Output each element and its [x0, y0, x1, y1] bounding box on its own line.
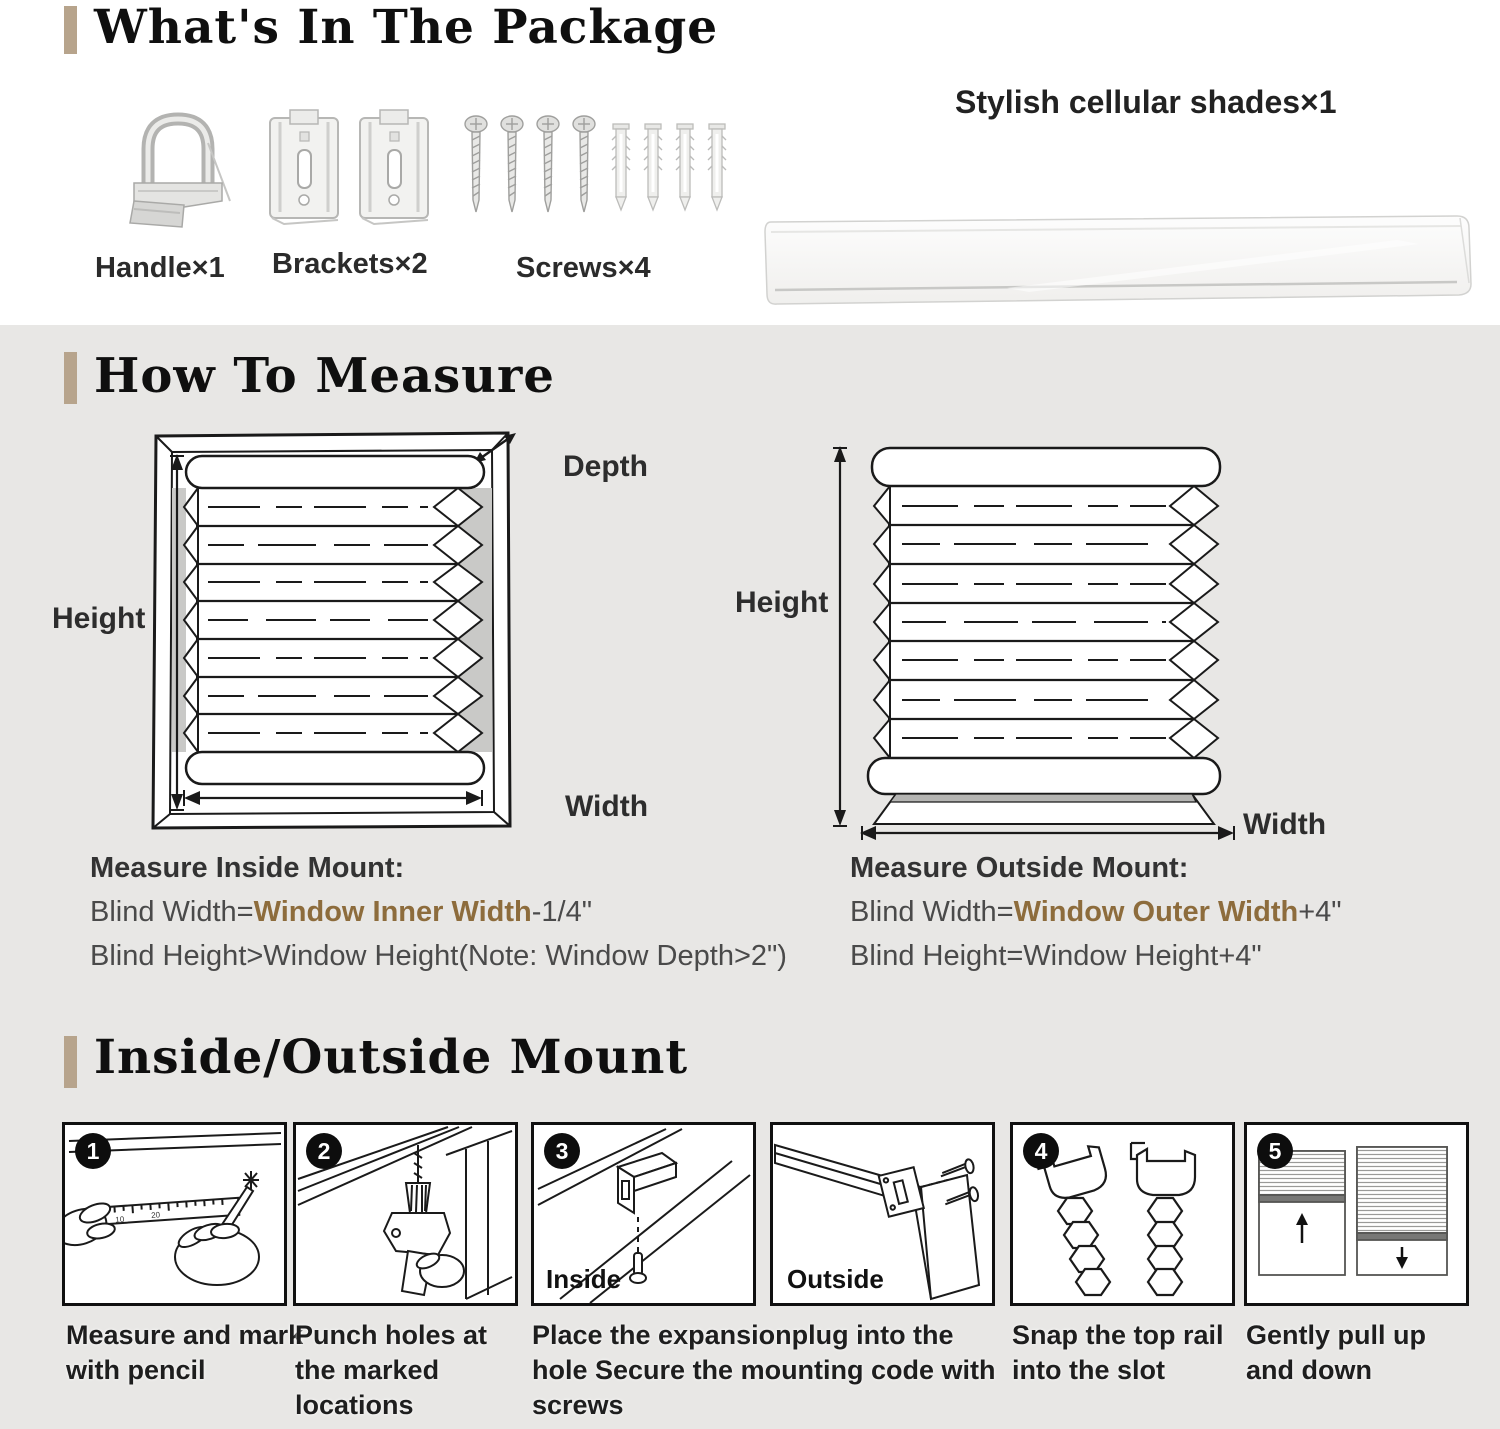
formula-prefix: Blind Width=: [90, 896, 254, 928]
step-box-3-outside: [770, 1122, 995, 1306]
depth-label: Depth: [563, 450, 648, 483]
outside-mount-diagram: [800, 440, 1260, 842]
package-title: What's In The Package: [94, 0, 719, 55]
step-box-2: [293, 1122, 518, 1306]
ruler-mark: 10: [115, 1214, 125, 1225]
mount-title: Inside/Outside Mount: [94, 1030, 689, 1085]
headrail-illustration: [757, 200, 1477, 318]
inside-panel-label: Inside: [546, 1264, 622, 1294]
step-caption-5: Gently pull up and down: [1246, 1320, 1426, 1385]
inside-measure-heading: Measure Inside Mount:: [90, 852, 405, 884]
screws-label: Screws×4: [516, 252, 651, 284]
step-box-5: [1244, 1122, 1469, 1306]
step-box-3-inside: [531, 1122, 756, 1306]
height-label: Height: [735, 586, 829, 619]
ruler-mark: 20: [150, 1210, 161, 1220]
accent-bar: [64, 6, 77, 54]
step-caption-2: Punch holes at the marked locations: [295, 1320, 488, 1420]
formula-highlight: Window Outer Width: [1013, 896, 1299, 928]
measure-title: How To Measure: [94, 348, 555, 404]
step-number-badge: 1: [75, 1133, 111, 1169]
step-caption-4: Snap the top rail into the slot: [1012, 1320, 1224, 1385]
width-label: Width: [1243, 808, 1327, 841]
anchors-illustration: [605, 122, 733, 222]
brackets-label: Brackets×2: [272, 248, 428, 280]
step-box-1: [62, 1122, 287, 1306]
outside-measure-heading: Measure Outside Mount:: [850, 852, 1189, 884]
bracket-illustration: [262, 108, 347, 228]
step-caption-3: Place the expansionplug into the hole Secure the mounting code with screws: [532, 1320, 996, 1420]
shade-title: Stylish cellular shades×1: [955, 84, 1337, 120]
inside-height-formula: Blind Height>Window Height(Note: Window Depth>2"): [90, 940, 787, 972]
outside-height-formula: Blind Height=Window Height+4": [850, 940, 1262, 972]
step-number-badge: 4: [1023, 1133, 1059, 1169]
inside-width-formula: [90, 896, 592, 929]
handle-illustration: [118, 103, 238, 238]
formula-prefix: Blind Width=: [850, 896, 1014, 928]
step-number-badge: 3: [544, 1133, 580, 1169]
formula-highlight: Window Inner Width: [253, 896, 532, 928]
step-caption-1: Measure and mark with pencil: [66, 1320, 304, 1385]
handle-label: Handle×1: [95, 252, 225, 284]
formula-suffix: +4": [1298, 896, 1342, 928]
accent-bar: [64, 1036, 77, 1088]
height-label: Height: [52, 602, 146, 635]
screws-illustration: [462, 112, 612, 230]
step-box-4: [1010, 1122, 1235, 1306]
outside-panel-label: Outside: [787, 1264, 884, 1294]
step-number-badge: 5: [1257, 1133, 1293, 1169]
outside-width-formula: [850, 896, 1342, 929]
bracket-illustration: [352, 108, 437, 228]
formula-suffix: -1/4": [531, 896, 593, 928]
step-number-badge: 2: [306, 1133, 342, 1169]
width-label: Width: [565, 790, 649, 823]
inside-mount-diagram: [140, 430, 520, 830]
accent-bar: [64, 352, 77, 404]
